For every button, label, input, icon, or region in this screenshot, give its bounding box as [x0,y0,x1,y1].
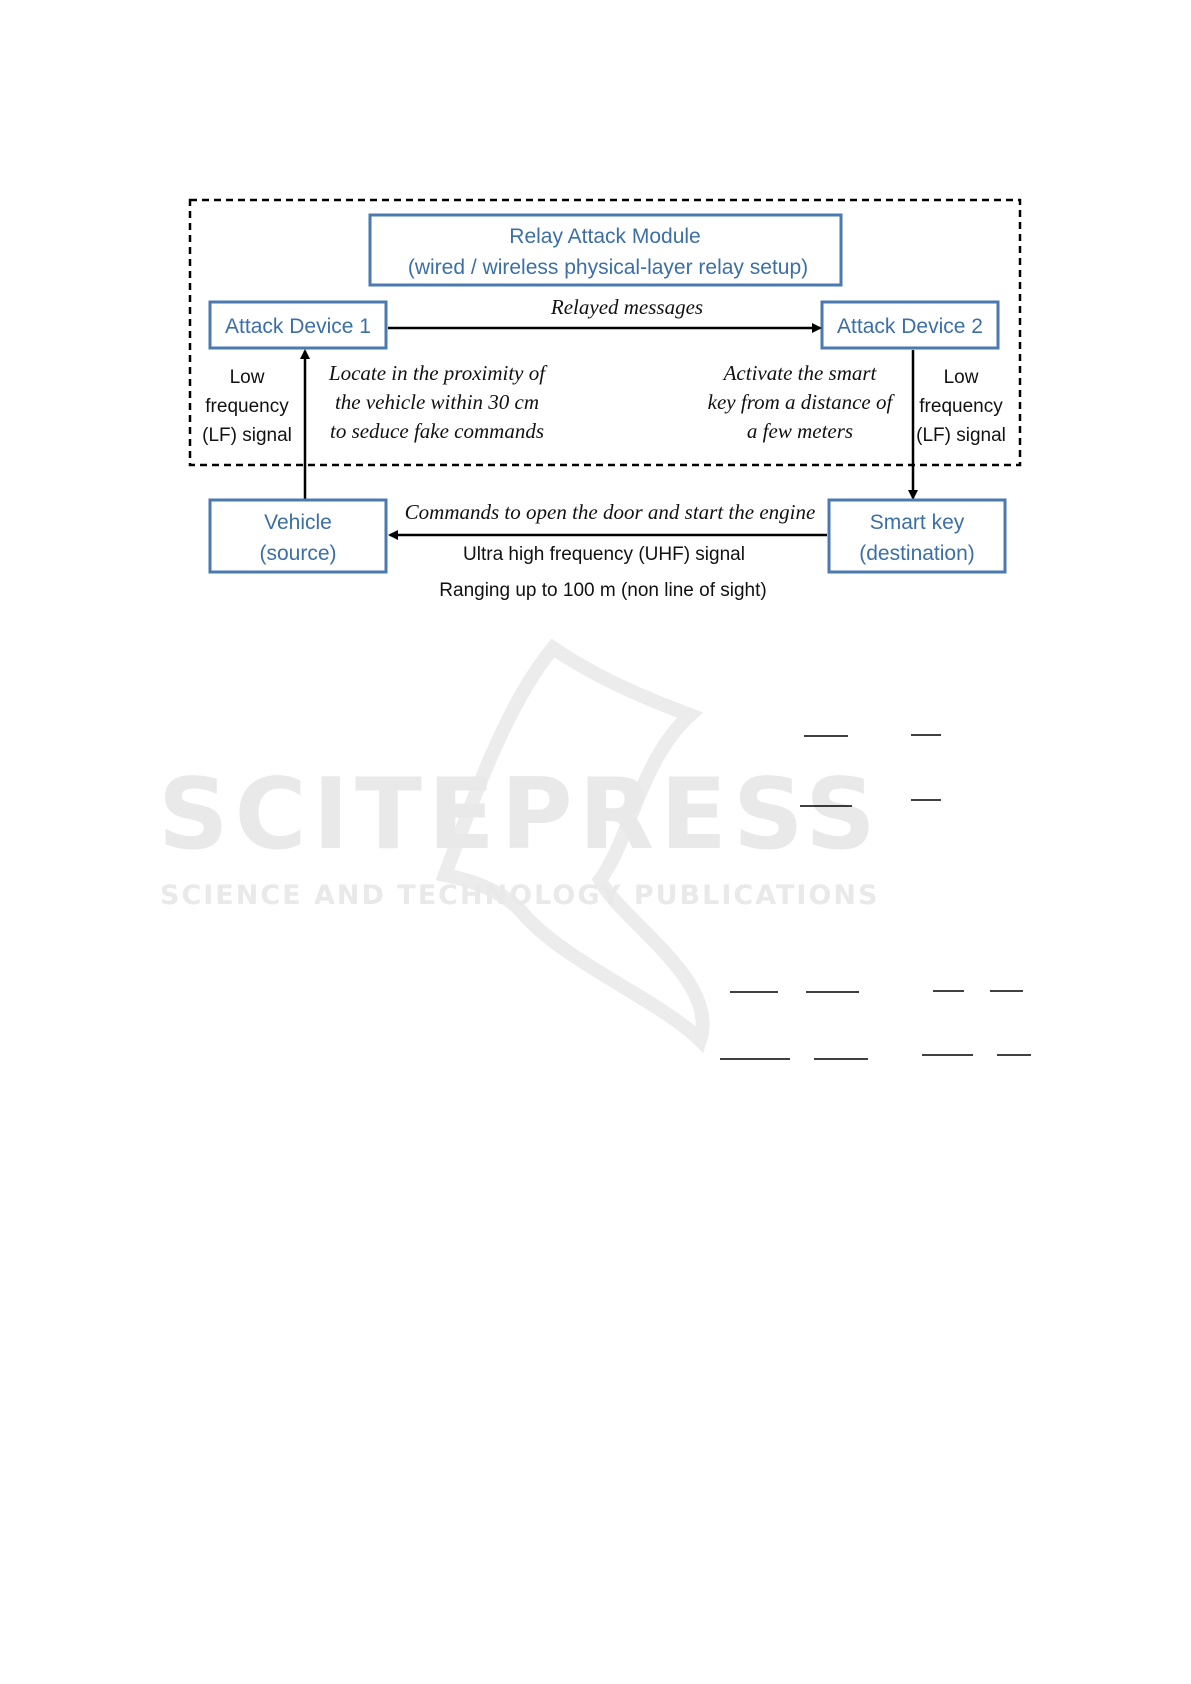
module-subtitle: (wired / wireless physical-layer relay setup) [407,256,809,279]
range-label: Ranging up to 100 m (non line of sight) [439,580,767,601]
left-lf-line1: Low [229,367,265,388]
vehicle-label: Vehicle [264,511,332,534]
locate-note-line1: Locate in the proximity of [328,361,546,385]
right-lf-line3: (LF) signal [916,425,1006,446]
locate-note [328,361,548,443]
vehicle-role: (source) [259,542,337,565]
locate-note-line2: the vehicle within 30 cm [334,390,540,414]
watermark-title: SCITEPRESS [158,758,882,872]
attack-device-2-box [822,302,998,348]
relay-attack-module-box [370,215,841,285]
locate-note-line3: to seduce fake commands [329,419,545,443]
left-lf-line2: frequency [205,396,289,417]
uhf-signal-label: Ultra high frequency (UHF) signal [463,544,745,565]
watermark-subtitle: SCIENCE AND TECHNOLOGY PUBLICATIONS [160,880,880,911]
commands-label: Commands to open the door and start the engine [404,500,816,524]
vehicle-box [210,500,386,572]
attack-device-1-box [210,302,386,348]
right-lf-line1: Low [943,367,979,388]
relayed-messages-label: Relayed messages [550,295,704,319]
smart-key-label: Smart key [869,511,965,534]
activate-note-line1: Activate the smart [723,361,877,385]
right-lf-line2: frequency [919,396,1003,417]
left-lf-signal-label [202,367,292,446]
activate-note [708,361,896,443]
left-lf-line3: (LF) signal [202,425,292,446]
watermark [158,648,882,1040]
activate-note-line2: key from a distance of [707,390,893,414]
attack-device-1-label: Attack Device 1 [225,315,371,338]
module-title: Relay Attack Module [509,225,701,248]
smart-key-role: (destination) [859,542,975,565]
attack-device-2-label: Attack Device 2 [837,315,983,338]
right-lf-signal-label [916,367,1006,446]
smart-key-box [829,500,1005,572]
activate-note-line3: a few meters [746,419,854,443]
